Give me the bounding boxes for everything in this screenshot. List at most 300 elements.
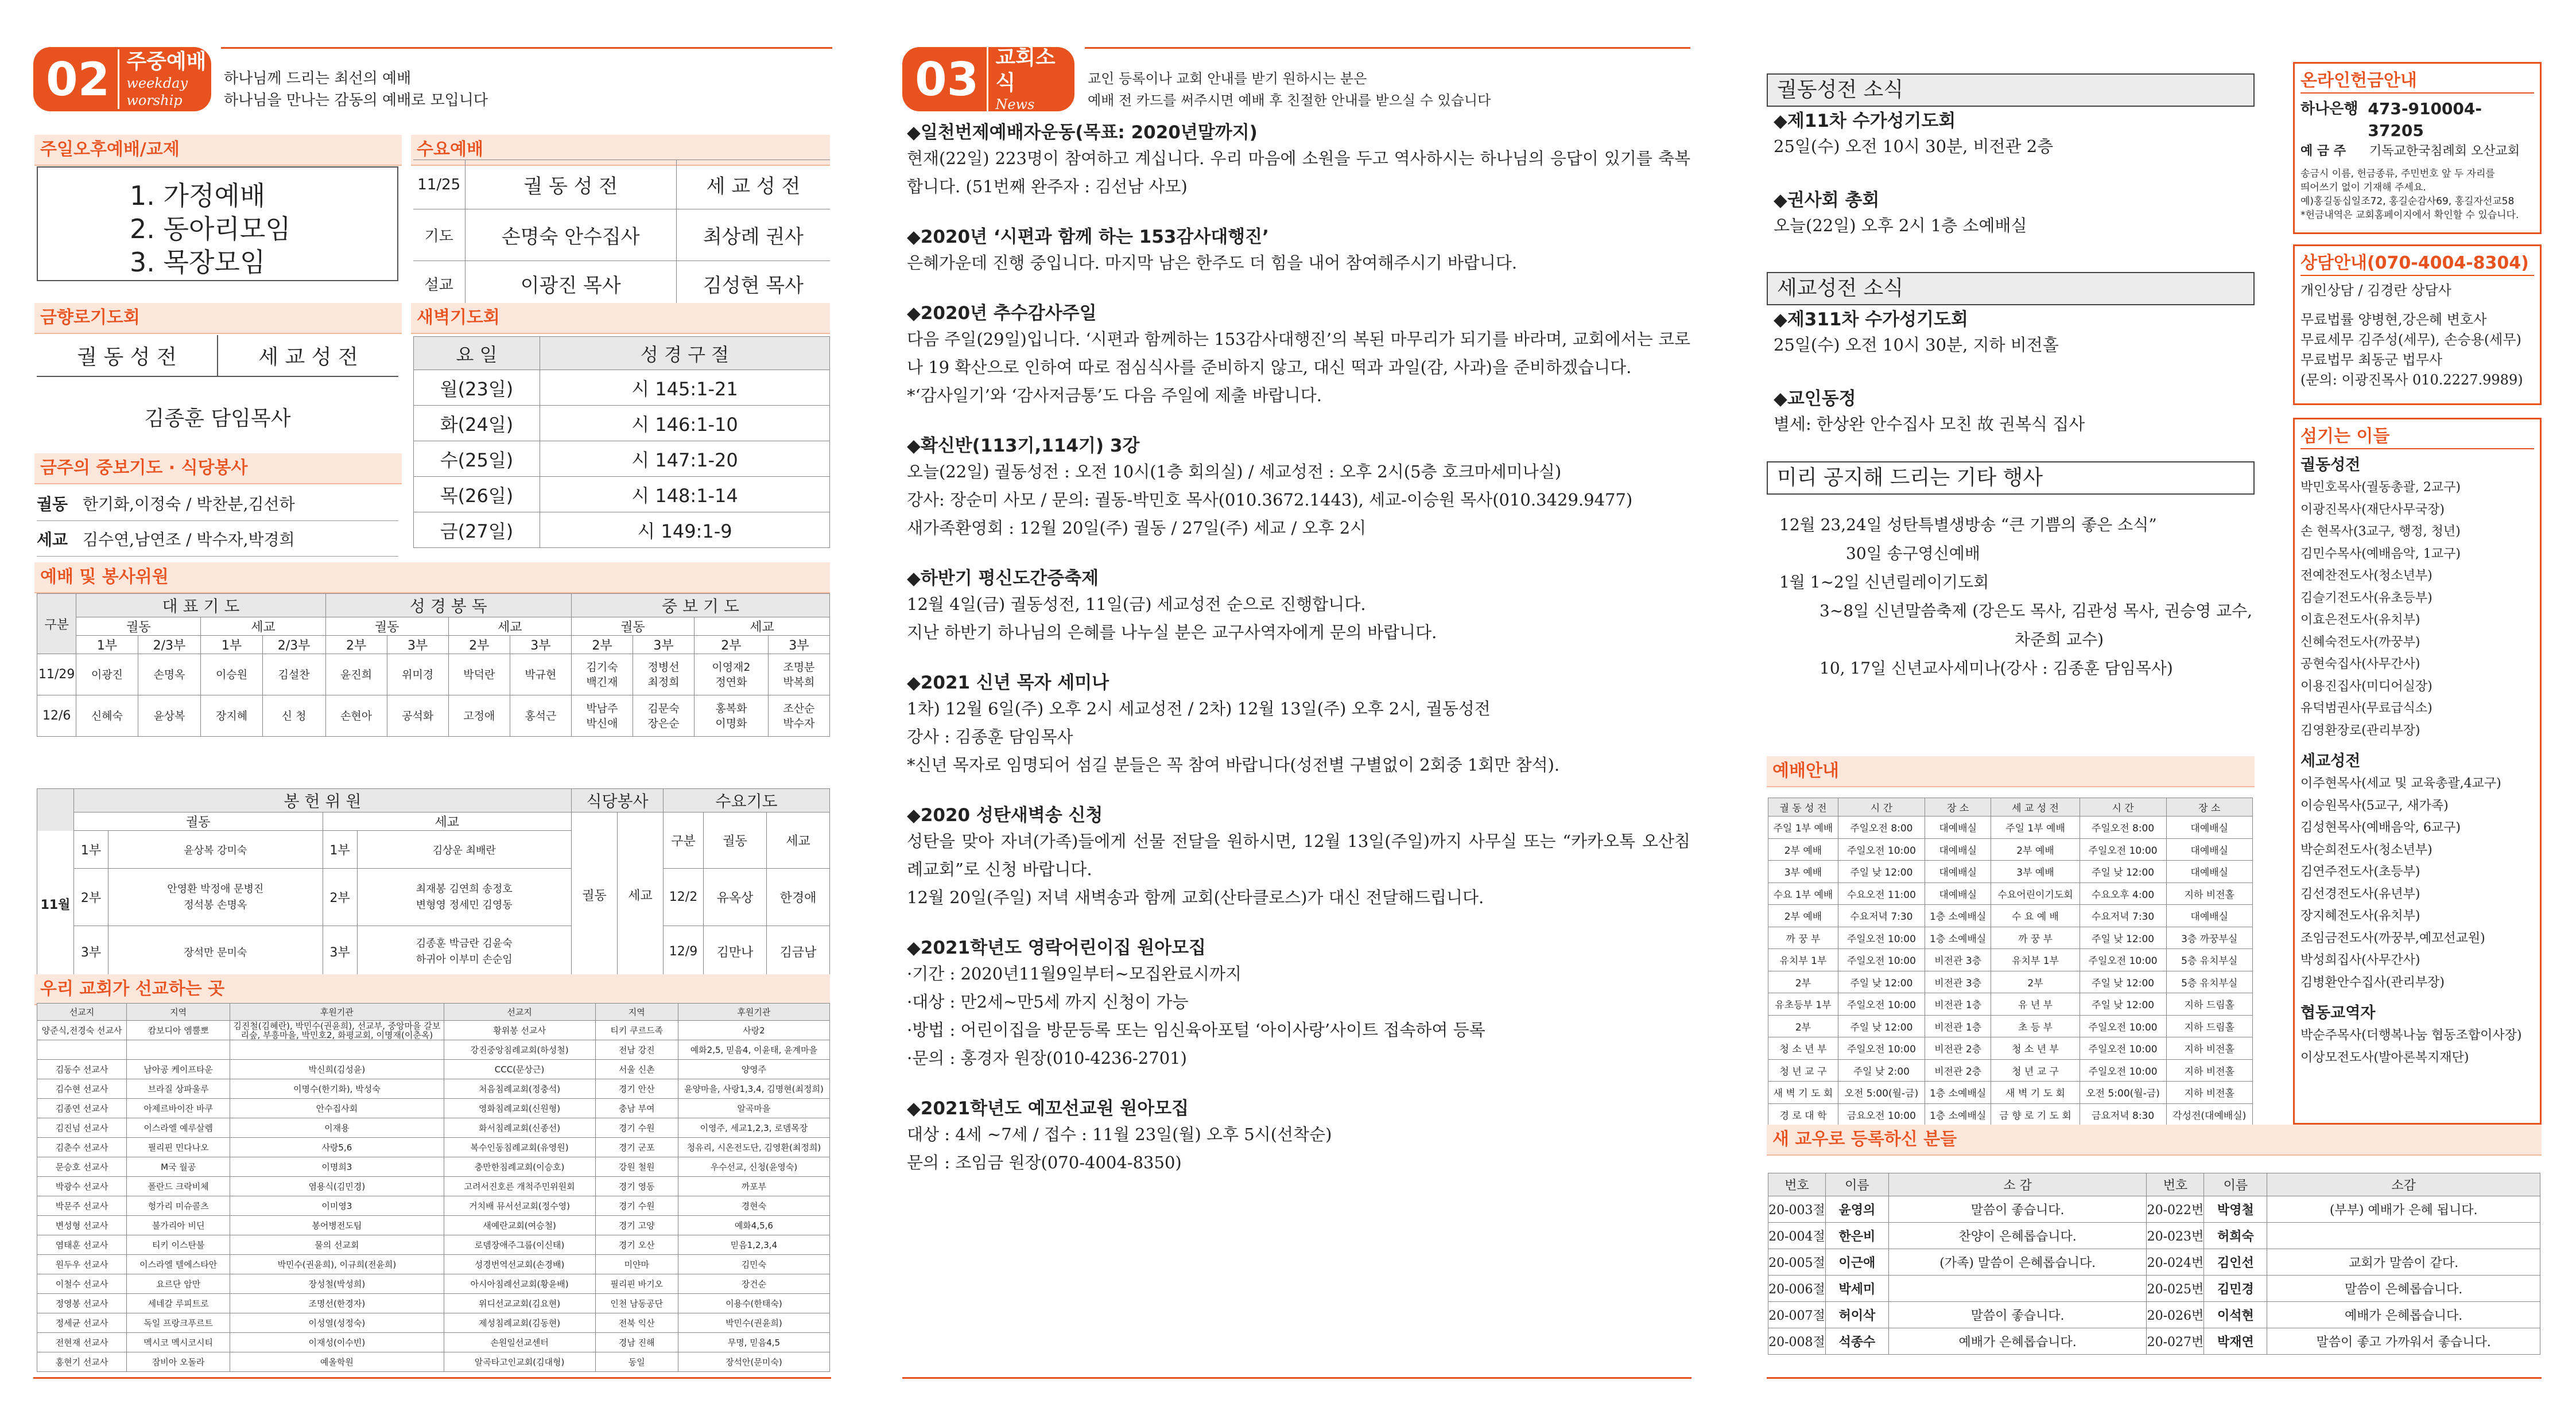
guide-cell: 3부 예배 <box>1768 861 1838 883</box>
newcomer-cell: 20-007절 <box>1768 1302 1826 1328</box>
counseling-title: 상담안내(070-4004-8304) <box>2300 252 2534 276</box>
page03-number: 03 <box>915 52 979 106</box>
guide-cell: 2부 <box>1768 971 1838 993</box>
missions-cell: 윤양마을, 사랑1,3,4, 김명현(최정희) <box>678 1079 829 1099</box>
wed-prayer-gubun: 구분 <box>664 812 704 869</box>
staff-member: 이효은전도사(유치부) <box>2300 613 2420 627</box>
guide-cell: 주일 낮 12:00 <box>2080 971 2166 993</box>
missions-cell: 세네갈 루피트로 <box>127 1294 230 1313</box>
staff-member: 박성희집사(사무간사) <box>2300 953 2420 967</box>
newcomers-head: 새 교우로 등록하신 분들 <box>1767 1125 2542 1156</box>
newcomer-cell: 허이삭 <box>1825 1302 1888 1328</box>
missions-cell: 티키 쿠르드족 <box>595 1021 678 1040</box>
missions-cell: 거치배 뮤서선교회(정수영) <box>444 1196 595 1216</box>
grid-service: 3부 <box>633 636 695 654</box>
guide-cell: 주일오전 10:00 <box>2080 1015 2166 1037</box>
guide-cell: 오전 5:00(월-금) <box>1838 1082 1925 1104</box>
sunday-pm-item: 2. 동아리모임 <box>130 213 291 244</box>
newcomer-col: 소 감 <box>1888 1173 2147 1196</box>
newcomer-cell: 20-027번 <box>2147 1328 2204 1355</box>
dawn-verse: 시 146:1-10 <box>540 406 830 441</box>
missions-cell: 예화4,5,6 <box>678 1216 829 1235</box>
guide-row <box>1768 1015 2253 1037</box>
offering-names: 장석만 문미숙 <box>108 926 323 978</box>
guide-cell: 유 년 부 <box>1991 993 2080 1016</box>
missions-cell: 브라질 상파울루 <box>127 1079 230 1099</box>
newcomer-cell: 윤영의 <box>1825 1196 1888 1223</box>
guide-row <box>1768 993 2253 1016</box>
grid-name: 장지혜 <box>201 695 262 737</box>
grid-name: 홍복화 이명화 <box>695 695 769 737</box>
guide-col: 궐 동 성 전 <box>1768 798 1838 817</box>
news-body: ·대상 : 만2세~만5세 까지 신청이 가능 <box>907 992 1189 1012</box>
news-title: ◆2021 신년 목자 세미나 <box>907 672 1109 693</box>
news-body: 현재(22일) 223명이 참여하고 계십니다. 우리 마음에 소원을 두고 역사하시는 하나님의 응답이 있기를 축복합니다. (51번째 완주자 : 김선남 사모) <box>907 149 1690 196</box>
staff-member: 장지혜전도사(유치부) <box>2300 909 2420 923</box>
guide-cell: 수요 1부 예배 <box>1768 882 1838 905</box>
wed-role: 기도 <box>413 209 465 261</box>
page03-title: 교회소식 <box>995 46 1056 95</box>
guide-cell: 대예배실 <box>2166 861 2252 883</box>
guide-cell: 주일 1부 예배 <box>1991 817 2080 839</box>
grid-name: 박남주 박신애 <box>571 695 633 737</box>
missions-cell: 까포부 <box>678 1177 829 1196</box>
news-body: 12월 4일(금) 궐동성전, 11일(금) 세교성전 순으로 진행합니다. <box>907 594 1366 614</box>
wed-prayer-campus: 궐동 <box>704 812 767 869</box>
newcomer-row <box>1768 1302 2540 1328</box>
grid-name: 박덕란 <box>448 654 510 695</box>
missions-cell: 티키 이스탄불 <box>127 1235 230 1255</box>
grid-date: 12/6 <box>37 695 76 737</box>
newcomer-cell: 박영철 <box>2204 1196 2267 1223</box>
news-column <box>907 120 1690 1177</box>
missions-row <box>37 1177 830 1196</box>
news-body: 강사 : 김종훈 담임목사 <box>907 727 1073 747</box>
dawn-prayer-table <box>413 336 830 548</box>
staff-member: 신혜숙전도사(까꿍부) <box>2300 635 2420 650</box>
online-offering-title: 온라인헌금안내 <box>2300 69 2534 94</box>
newcomer-row <box>1768 1328 2540 1355</box>
news-item-title: ◆교인동정 <box>1774 388 1856 409</box>
newcomer-cell: 말씀이 좋습니다. <box>1888 1196 2147 1223</box>
online-holder-label: 예 금 주 <box>2300 144 2346 158</box>
missions-row <box>37 1138 830 1157</box>
guide-cell: 수 요 예 배 <box>1991 905 2080 927</box>
news-body: 지난 하반기 하나님의 은혜를 나누실 분은 교구사역자에게 문의 바랍니다. <box>907 623 1437 642</box>
staff-member: 공현숙집사(사무간사) <box>2300 657 2420 671</box>
guide-cell: 2부 <box>1768 1015 1838 1037</box>
news-body: 1차) 12월 6일(주) 오후 2시 세교성전 / 2차) 12월 13일(주) 오후 2시, 궐동성전 <box>907 699 1491 718</box>
missions-cell: 멕시코 멕시코시티 <box>127 1333 230 1352</box>
wed-prayer-date: 12/9 <box>664 926 704 978</box>
missions-row <box>37 1235 830 1255</box>
guide-row <box>1768 1082 2253 1104</box>
sunday-pm-item: 3. 목장모임 <box>130 247 266 278</box>
missions-cell: 이명수(한기화), 박성숙 <box>230 1079 444 1099</box>
wed-name: 최상례 권사 <box>676 209 830 261</box>
grid-campus: 궐동 <box>325 617 448 636</box>
missions-cell: 이철수 선교사 <box>37 1274 127 1294</box>
missions-row <box>37 1040 830 1060</box>
missions-cell: 사랑2 <box>678 1021 829 1040</box>
guide-cell: 3부 예배 <box>1991 861 2080 883</box>
grid-name: 신 청 <box>262 695 325 737</box>
grid-campus: 세교 <box>201 617 325 636</box>
guide-cell: 주일 낮 12:00 <box>2080 861 2166 883</box>
intercession-head: 금주의 중보기도 · 식당봉사 <box>34 453 402 484</box>
missions-row <box>37 1313 830 1333</box>
grid-service: 3부 <box>768 636 829 654</box>
wed-worship-head: 수요예배 <box>411 135 830 166</box>
missions-row <box>37 1060 830 1079</box>
missions-cell: 알곡마을 <box>678 1099 829 1118</box>
newcomer-cell: 20-024번 <box>2147 1249 2204 1276</box>
news-item-body: 25일(수) 오전 10시 30분, 비전관 2층 <box>1774 137 2054 156</box>
grid-name: 손명옥 <box>138 654 201 695</box>
newcomer-cell: 20-005절 <box>1768 1249 1826 1276</box>
offering-head: 봉 헌 위 원 <box>74 789 572 812</box>
news-item-body: 오늘(22일) 오후 2시 1층 소예배실 <box>1774 216 2027 235</box>
page02-subtitle: weekday worship <box>126 75 188 108</box>
missions-cell: 이미영3 <box>230 1196 444 1216</box>
missions-cell: 인천 남동공단 <box>595 1294 678 1313</box>
guide-cell: 지하 비전홀 <box>2166 1059 2252 1082</box>
missions-col: 후원기관 <box>230 1004 444 1021</box>
missions-cell: 예화2,5, 믿음4, 이윤태, 윤계마을 <box>678 1040 829 1060</box>
missions-cell: 경기 수원 <box>595 1118 678 1138</box>
missions-cell: 새예란교회(여승철) <box>444 1216 595 1235</box>
online-note: 예)홍길동십일조72, 홍길순감사69, 홍길자선교58 <box>2300 196 2515 207</box>
intercession-names: 김수연,남연조 / 박수자,박경희 <box>83 530 295 549</box>
friday-col: 세 교 성 전 <box>218 335 398 376</box>
newcomer-cell: 20-025번 <box>2147 1276 2204 1302</box>
event-line: 10, 17일 신년교사세미나(강사 : 김종훈 담임목사) <box>1820 659 2173 678</box>
guide-cell: 주일 1부 예배 <box>1768 817 1838 839</box>
missions-cell: 봉어병전도팀 <box>230 1216 444 1235</box>
grid-name: 윤진희 <box>325 654 387 695</box>
sunday-pm-box <box>37 166 398 281</box>
grid-service: 1부 <box>201 636 262 654</box>
guide-cell: 비전관 3층 <box>1925 971 1991 993</box>
guide-cell: 지하 드림홀 <box>2166 993 2252 1016</box>
missions-cell <box>230 1040 444 1060</box>
online-holder: 기독교한국침례회 오산교회 <box>2369 144 2520 158</box>
guide-row <box>1768 1037 2253 1060</box>
online-notes <box>2300 167 2534 222</box>
staff-group: 궐동성전 <box>2300 456 2361 474</box>
guide-cell: 대예배실 <box>2166 905 2252 927</box>
page-bottom-rule <box>33 1377 831 1379</box>
missions-cell: 김수현 선교사 <box>37 1079 127 1099</box>
guide-cell: 주일오전 10:00 <box>2080 838 2166 861</box>
worship-service-head: 예배 및 봉사위원 <box>34 562 830 593</box>
missions-cell: 알곡타고인교회(김대형) <box>444 1352 595 1372</box>
news-body: 오늘(22일) 궐동성전 : 오전 10시(1층 회의실) / 세교성전 : 오후 2시(5층 호크마세미나실) <box>907 462 1562 481</box>
missions-cell: 물의 선교회 <box>230 1235 444 1255</box>
grid-service: 2/3부 <box>262 636 325 654</box>
missions-cell: 경기 안산 <box>595 1079 678 1099</box>
grid-campus: 궐동 <box>76 617 201 636</box>
intercession-list <box>37 485 398 557</box>
guide-cell: 수요저녁 7:30 <box>2080 905 2166 927</box>
guide-cell: 대예배실 <box>1925 838 1991 861</box>
staff-member: 손 현목사(3교구, 행정, 청년) <box>2300 524 2461 539</box>
event-line: 차준희 교수) <box>2015 630 2104 649</box>
offering-names: 안영환 박정애 문병진 정석봉 손명옥 <box>108 869 323 926</box>
news-item-title: ◆제11차 수가성기도회 <box>1774 111 1956 131</box>
missions-cell: 예올학원 <box>230 1352 444 1372</box>
sunday-pm-head: 주일오후예배/교제 <box>34 135 402 166</box>
other-events <box>1774 511 2256 683</box>
guide-cell: 주일오전 10:00 <box>1838 927 1925 949</box>
gwoldong-news <box>1774 109 2256 239</box>
missions-cell: 염용식(김민경) <box>230 1177 444 1196</box>
staff-member: 김선경전도사(유년부) <box>2300 887 2420 901</box>
page03-desc <box>1088 68 1491 111</box>
missions-head: 우리 교회가 선교하는 곳 <box>34 974 830 1005</box>
missions-cell: 필리핀 민다나오 <box>127 1138 230 1157</box>
guide-cell: 주일오전 8:00 <box>1838 817 1925 839</box>
missions-cell: 복수인동침례교회(유영원) <box>444 1138 595 1157</box>
staff-member: 김영환장로(관리부장) <box>2300 723 2420 738</box>
newcomer-cell: 김인선 <box>2204 1249 2267 1276</box>
newcomer-row <box>1768 1276 2540 1302</box>
staff-member: 박순희전도사(청소년부) <box>2300 842 2433 857</box>
newcomer-cell: 예배가 은혜롭습니다. <box>1888 1328 2147 1355</box>
missions-cell: 김진넘 선교사 <box>37 1118 127 1138</box>
missions-cell: 황위봉 선교사 <box>444 1021 595 1040</box>
worship-guide-head: 예배안내 <box>1767 756 2255 787</box>
news-item-title: ◆권사회 총회 <box>1774 190 1880 211</box>
grid-name: 위미경 <box>387 654 448 695</box>
missions-col: 지역 <box>127 1004 230 1021</box>
staff-member: 조임금전도사(까꿍부,예꼬선교원) <box>2300 931 2485 946</box>
missions-cell: 폴란드 크락비체 <box>127 1177 230 1196</box>
guide-cell: 까 꿍 부 <box>1991 927 2080 949</box>
missions-cell: 염태훈 선교사 <box>37 1235 127 1255</box>
wed-prayer-campus: 세교 <box>767 812 830 869</box>
missions-cell: 동일 <box>595 1352 678 1372</box>
news-body: 다음 주일(29일)입니다. ‘시편과 함께하는 153감사대행진’의 복된 마무리가 되기를 바라며, 교회에서는 코로나 19 확산으로 인하여 따로 점심식사를 준비하지 않고, 대신 떡과 과일(감, 사과)을 준비하겠습니다. <box>907 329 1690 377</box>
missions-cell: 남아공 케이프타운 <box>127 1060 230 1079</box>
grid-campus: 세교 <box>448 617 571 636</box>
guide-cell: 1층 소예배실 <box>1925 1103 1991 1126</box>
missions-cell: 전북 익산 <box>595 1313 678 1333</box>
offering-names: 김상운 최배란 <box>357 831 572 869</box>
page-bottom-rule <box>902 1377 1692 1379</box>
newcomer-cell: 20-022번 <box>2147 1196 2204 1223</box>
missions-cell: 잠비아 오돌라 <box>127 1352 230 1372</box>
missions-cell: 정영봉 선교사 <box>37 1294 127 1313</box>
newcomer-cell: 교회가 말씀이 같다. <box>2267 1249 2540 1276</box>
news-title: ◆2020년 추수감사주일 <box>907 303 1097 324</box>
newcomer-cell: 말씀이 은혜롭습니다. <box>2267 1276 2540 1302</box>
news-body: 성탄을 맞아 자녀(가족)들에게 선물 전달을 원하시면, 12월 13일(주일)까지 사무실 또는 “카카오톡 오산침례교회”로 신청 바랍니다. <box>907 831 1690 879</box>
sunday-pm-item: 1. 가정예배 <box>130 180 266 211</box>
wed-campus: 궐 동 성 전 <box>465 160 676 209</box>
wed-prayer-name: 김만나 <box>704 926 767 978</box>
guide-cell: 주일오전 10:00 <box>2080 1037 2166 1060</box>
guide-cell: 주일 낮 12:00 <box>1838 1015 1925 1037</box>
newcomer-cell: 한은비 <box>1825 1223 1888 1249</box>
guide-cell: 새 벽 기 도 회 <box>1991 1082 2080 1104</box>
grid-head-intercession: 중 보 기 도 <box>571 594 829 617</box>
newcomer-cell: (부부) 예배가 은혜 됩니다. <box>2267 1196 2540 1223</box>
news-body: ·방법 : 어린이집을 방문등록 또는 임신육아포털 ‘아이사랑’사이트 접속하여 등록 <box>907 1020 1485 1040</box>
guide-cell: 오전 5:00(월-금) <box>2080 1082 2166 1104</box>
staff-group: 협동교역자 <box>2300 1004 2376 1022</box>
offering-service: 3부 <box>74 926 108 978</box>
newcomer-cell: 20-003절 <box>1768 1196 1826 1223</box>
grid-name: 김기숙 백긴재 <box>571 654 633 695</box>
dawn-verse: 시 149:1-9 <box>540 512 830 548</box>
missions-row <box>37 1157 830 1177</box>
offering-names: 윤상복 강미숙 <box>108 831 323 869</box>
grid-service: 3부 <box>387 636 448 654</box>
guide-row <box>1768 905 2253 927</box>
offering-table <box>37 788 830 978</box>
wed-name: 손명숙 안수집사 <box>465 209 676 261</box>
offering-campus: 세교 <box>323 812 572 831</box>
wed-date: 11/25 <box>413 160 465 209</box>
staff-member: 김민수목사(예배음악, 1교구) <box>2300 546 2461 561</box>
missions-col: 선교지 <box>444 1004 595 1021</box>
guide-row <box>1768 949 2253 971</box>
guide-cell: 주일오전 10:00 <box>1838 949 1925 971</box>
guide-row <box>1768 817 2253 839</box>
guide-cell: 지하 비전홀 <box>2166 1037 2252 1060</box>
guide-cell: 3층 까꿍부실 <box>2166 927 2252 949</box>
page02-desc-line1: 하나님께 드리는 최선의 예배 <box>224 70 412 87</box>
guide-cell: 주일 낮 12:00 <box>2080 927 2166 949</box>
staff-member: 김병환안수집사(관리부장) <box>2300 975 2445 990</box>
offering-service: 2부 <box>74 869 108 926</box>
gwoldong-news-head: 궐동성전 소식 <box>1767 73 2255 107</box>
dawn-verse: 시 145:1-21 <box>540 370 830 406</box>
intercession-campus: 궐동 <box>37 494 68 514</box>
newcomer-row <box>1768 1196 2540 1223</box>
page02-number: 02 <box>46 52 110 106</box>
friday-prayer-table <box>37 335 398 457</box>
online-note: 띄어쓰기 없이 기재해 주세요. <box>2300 182 2426 193</box>
guide-row <box>1768 1103 2253 1126</box>
guide-cell: 초 등 부 <box>1991 1015 2080 1037</box>
offering-campus: 궐동 <box>74 812 323 831</box>
news-title: ◆2021학년도 영락어린이집 원아모집 <box>907 938 1206 958</box>
missions-cell: 전남 강진 <box>595 1040 678 1060</box>
missions-cell: 로뎀장애주그룹(이신태) <box>444 1235 595 1255</box>
grid-service: 2부 <box>695 636 769 654</box>
dawn-verse: 시 148:1-14 <box>540 477 830 512</box>
online-note: 송금시 이름, 헌금종류, 주민번호 앞 두 자리를 <box>2300 168 2495 180</box>
news-body: *‘감사일기’와 ‘감사저금통’도 다음 주일에 제출 바랍니다. <box>907 386 1322 405</box>
grid-name: 신혜숙 <box>76 695 138 737</box>
missions-cell: 무명, 믿음4,5 <box>678 1333 829 1352</box>
guide-row <box>1768 838 2253 861</box>
missions-row <box>37 1118 830 1138</box>
online-account: 473-910004-37205 <box>2368 99 2482 140</box>
event-line: 3~8일 신년말씀축제 (강은도 목사, 김관성 목사, 권승영 교수, <box>1820 601 2253 620</box>
missions-cell: 김진철(김혜란), 박민수(권윤희), 선교부, 중앙마을 갈보리숲, 부흥마을, 박민호2, 화평교회, 이명재(이춘옥) <box>230 1021 444 1040</box>
guide-cell: 대예배실 <box>1925 882 1991 905</box>
guide-row <box>1768 1059 2253 1082</box>
missions-cell: 이스라엘 예루살렘 <box>127 1118 230 1138</box>
missions-cell: 이재성(이수빈) <box>230 1333 444 1352</box>
other-events-head: 미리 공지해 드리는 기타 행사 <box>1767 461 2255 495</box>
dawn-col: 요 일 <box>414 337 540 370</box>
missions-row <box>37 1196 830 1216</box>
guide-col: 장 소 <box>1925 798 1991 817</box>
grid-campus: 세교 <box>695 617 830 636</box>
grid-name: 김설찬 <box>262 654 325 695</box>
missions-cell: 김춘수 선교사 <box>37 1138 127 1157</box>
wed-name: 김성현 목사 <box>676 261 830 307</box>
dawn-col: 성 경 구 절 <box>540 337 830 370</box>
intercession-names: 한기화,이정숙 / 박찬분,김선하 <box>83 494 295 514</box>
dawn-prayer-head: 새벽기도회 <box>411 303 830 334</box>
missions-row <box>37 1333 830 1352</box>
missions-cell: 강원 철원 <box>595 1157 678 1177</box>
event-line: 30일 송구영신예배 <box>1846 544 1980 563</box>
counseling-box <box>2293 244 2542 405</box>
counseling-line: 무료법무 최동군 법무사 <box>2300 352 2443 368</box>
missions-cell: 손원일선교센터 <box>444 1333 595 1352</box>
missions-row <box>37 1021 830 1040</box>
guide-cell: 대예배실 <box>1925 817 1991 839</box>
intercession-row <box>37 521 398 557</box>
newcomer-cell <box>2267 1223 2540 1249</box>
missions-row <box>37 1216 830 1235</box>
missions-cell: 홍현기 선교사 <box>37 1352 127 1372</box>
missions-cell: 처음침례교회(정충석) <box>444 1079 595 1099</box>
missions-cell: CCC(문상근) <box>444 1060 595 1079</box>
grid-name: 김문숙 장은순 <box>633 695 695 737</box>
missions-cell: 장건순 <box>678 1274 829 1294</box>
wed-name: 이광진 목사 <box>465 261 676 307</box>
guide-cell: 새 벽 기 도 회 <box>1768 1082 1838 1104</box>
news-title: ◆하반기 평신도간증축제 <box>907 568 1099 589</box>
newcomer-cell: 20-008절 <box>1768 1328 1826 1355</box>
offering-month: 11월 <box>37 831 74 978</box>
online-bank-row <box>2300 98 2534 142</box>
page03-rule <box>1085 47 1690 49</box>
news-body: ·기간 : 2020년11월9일부터~모집완료시까지 <box>907 964 1242 983</box>
worship-guide-table <box>1768 798 2253 1126</box>
guide-cell: 청 소 년 부 <box>1768 1037 1838 1060</box>
guide-cell: 1층 소예배실 <box>1925 905 1991 927</box>
guide-cell: 5층 유치부실 <box>2166 971 2252 993</box>
page03-header-badge <box>902 47 1074 111</box>
guide-cell: 주일오전 10:00 <box>1838 1037 1925 1060</box>
missions-row <box>37 1352 830 1372</box>
staff-member: 유덕범권사(무료급식소) <box>2300 701 2433 716</box>
guide-col: 시 간 <box>2080 798 2166 817</box>
newcomer-col: 이름 <box>2204 1173 2267 1196</box>
offering-service: 1부 <box>74 831 108 869</box>
guide-cell: 5층 유치부실 <box>2166 949 2252 971</box>
missions-cell: 캄보디아 엠뿔뽀 <box>127 1021 230 1040</box>
missions-cell: 미얀마 <box>595 1255 678 1274</box>
missions-row <box>37 1274 830 1294</box>
counseling-line: 무료세무 김주성(세무), 손승용(세무) <box>2300 332 2521 348</box>
staff-member: 이용진집사(미디어실장) <box>2300 679 2433 694</box>
news-body: ·문의 : 홍경자 원장(010-4236-2701) <box>907 1048 1187 1068</box>
news-item-body: 25일(수) 오전 10시 30분, 지하 비전홀 <box>1774 335 2059 355</box>
guide-cell: 주일 낮 12:00 <box>1838 971 1925 993</box>
kitchen-campus: 궐동 <box>572 812 618 978</box>
kitchen-head: 식당봉사 <box>572 789 664 812</box>
missions-cell: 독일 프랑크푸르트 <box>127 1313 230 1333</box>
